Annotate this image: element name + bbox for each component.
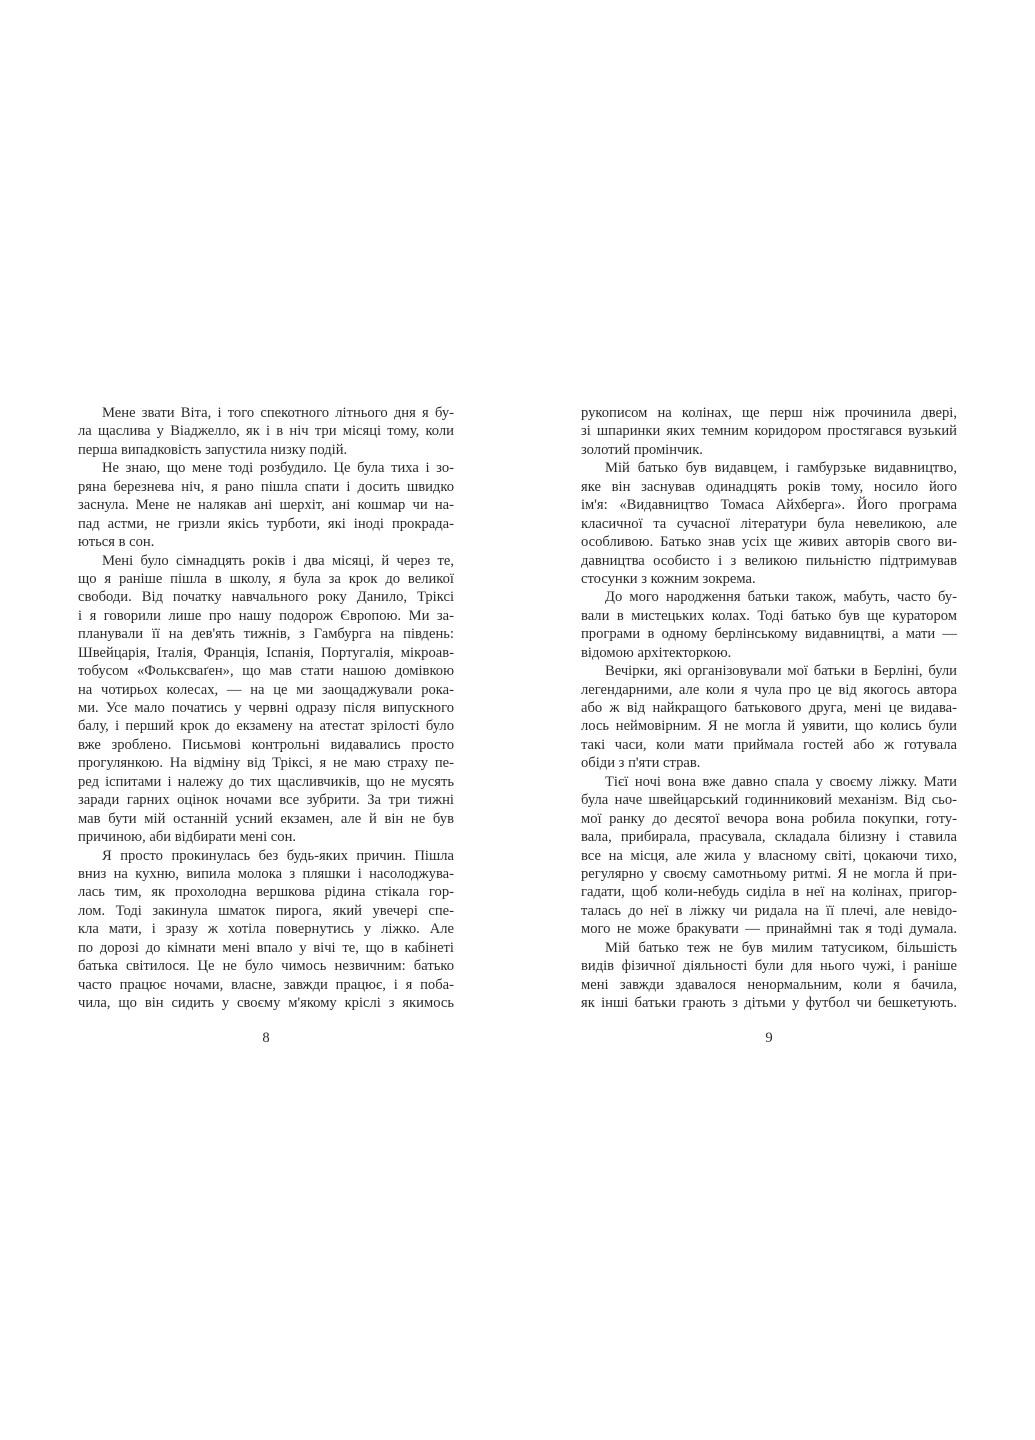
page-number-left: 8 [262,1030,270,1046]
text-line: лось неймовірним. Я не могла й уявити, що колись були [581,718,957,735]
text-line: Мій батько теж не був милим татусиком, більшість [605,939,957,956]
text-line: мені завжди здавалося ненормальним, коли я бачила, [581,976,957,993]
text-line: ім'я: «Видавництво Томаса Айхберга». Його програма [581,497,957,514]
text-line: Швейцарія, Італія, Франція, Іспанія, Португалія, мікроав- [78,644,454,661]
text-line: пад астми, не гризли якісь турботи, які іноді прокрада- [78,515,454,532]
text-line: кла мати, і зразу ж хотіла повернутись у ліжко. Але [78,921,454,938]
text-line: заснула. Мене не налякав ані шерхіт, ані кошмар чи на- [78,497,454,514]
text-line: вали в мистецьких колах. Тоді батько був ще куратором [581,607,957,624]
text-line: балу, і перший крок до екзамену на атестат зрілості було [78,718,454,735]
text-line: регулярно у своєму самотньому ритмі. Я не могла й при- [581,865,957,882]
text-line: свободи. Від початку навчального року Данило, Тріксі [78,589,454,606]
text-line: чила, що він сидить у своєму м'якому кріслі з якимось [78,995,454,1011]
text-line: програми в одному берлінському видавництві, а мати — [581,626,957,643]
text-line: перша випадковість запустила низку подій. [78,441,348,458]
text-line: мого не може бракувати — принаймні так я тоді думала. [581,921,957,938]
text-line: тобусом «Фольксваґен», що мав стати нашою домівкою [78,663,454,680]
text-line: ються в сон. [78,534,155,551]
text-line: Я просто прокинулась без будь-яких причин. Пішла [102,847,454,864]
text-line: мав бути мій останній усний екзамен, але й він не був [78,810,454,827]
text-line: мої ранку до десятої вечора вона робила покупки, готу- [581,810,957,827]
page-number-right: 9 [765,1030,773,1046]
text-line: вже зроблено. Письмові контрольні видавались просто [78,736,454,753]
text-line: заради гарних оцінок ночами все зубрити. За три тижні [78,792,454,809]
text-line: класичної та сучасної літератури була невеликою, але [581,515,957,532]
text-line: що я раніше пішла в школу, я була за крок до великої [78,570,454,587]
text-line: особливою. Батько знав усіх ще живих авторів свого ви- [581,534,957,551]
text-line: гадати, щоб коли-небудь сиділа в неї на колінах, пригор- [581,884,957,901]
text-line: зі шпаринки яких темним коридором простягався вузький [581,423,957,440]
left-page-text [78,404,454,1012]
text-line: прогулянкою. На відміну від Тріксі, я не маю страху пе- [78,755,454,772]
text-line: талась до неї в ліжку чи ридала на її плечі, але невідо- [581,902,957,919]
text-line: як інші батьки грають з дітьми у футбол чи бешкетують. [581,995,957,1011]
text-line: вниз на кухню, випила молока з пляшки і насолоджува- [78,865,454,882]
text-line: вала, прибирала, прасувала, складала білизну і ставила [581,829,957,846]
right-page-text [581,404,957,1012]
text-line: легендарними, але коли я чула про це від якогось автора [581,681,957,698]
text-line: Мене звати Віта, і того спекотного літнього дня я бу- [102,405,454,421]
text-line: ред іспитами і належу до тих щасливчиків, що не мусять [78,773,454,790]
text-line: рукописом на колінах, ще перш ніж прочинила двері, [581,405,957,421]
text-line: Мені було сімнадцять років і два місяці, й через те, [102,552,454,569]
text-line: стосунки з кожним зокрема. [581,570,756,587]
text-line: ми. Усе мало початись у червні одразу після випускного [78,700,454,716]
text-line: відомою архітекторкою. [581,644,732,661]
text-line: яке він заснував одинадцять років тому, носило його [581,478,957,495]
text-line: планували її на дев'ять тижнів, з Гамбурга на південь: [78,626,454,643]
text-line: лась тим, як прохолодна вершкова рідина стікала гор- [78,884,454,901]
text-line: ла щаслива у Віаджелло, як і в ніч три місяці тому, коли [78,423,454,440]
text-line: До мого народження батьки також, мабуть, часто бу- [605,589,957,606]
text-line: золотий промінчик. [581,441,703,458]
text-line: часто працює ночами, власне, завжди працює, і я поба- [78,976,454,993]
text-line: видів фізичної діяльності були для нього чужі, і раніше [581,958,957,975]
text-line: або ж від найкращого батькового друга, мені це видава- [581,700,957,716]
text-line: була наче швейцарський годинниковий механізм. Від сьо- [581,792,957,809]
text-line: Мій батько був видавцем, і гамбурзьке видавництво, [605,460,957,477]
text-line: лом. Тоді закинула шматок пирога, який увечері спе- [78,902,454,919]
text-line: такі часи, коли мати приймала гостей або ж готувала [581,736,957,753]
text-line: Не знаю, що мене тоді розбудило. Це була тиха і зо- [102,460,454,477]
text-line: Вечірки, які організовували мої батьки в Берліні, були [605,663,957,680]
text-line: Тієї ночі вона вже давно спала у своєму ліжку. Мати [605,773,957,790]
text-line: по дорозі до кімнати мені впало у вічі те, що в кабінеті [78,939,454,956]
text-line: ряна березнева ніч, я рано пішла спати і досить швидко [78,478,454,495]
text-line: все на місця, але жила у власному світі, цокаючи тихо, [581,847,957,864]
text-line: причиною, аби відбирати мені сон. [78,829,297,846]
text-line: батька світилося. Це не було чимось незвичним: батько [78,958,454,975]
text-line: на чотирьох колесах, — на це ми заощаджували рока- [78,681,454,698]
text-line: давництва особисто і з великою пильністю підтримував [581,552,957,569]
text-line: обіди з п'яти страв. [581,755,701,772]
text-line: і я говорили лише про нашу подорож Європою. Ми за- [78,607,454,624]
